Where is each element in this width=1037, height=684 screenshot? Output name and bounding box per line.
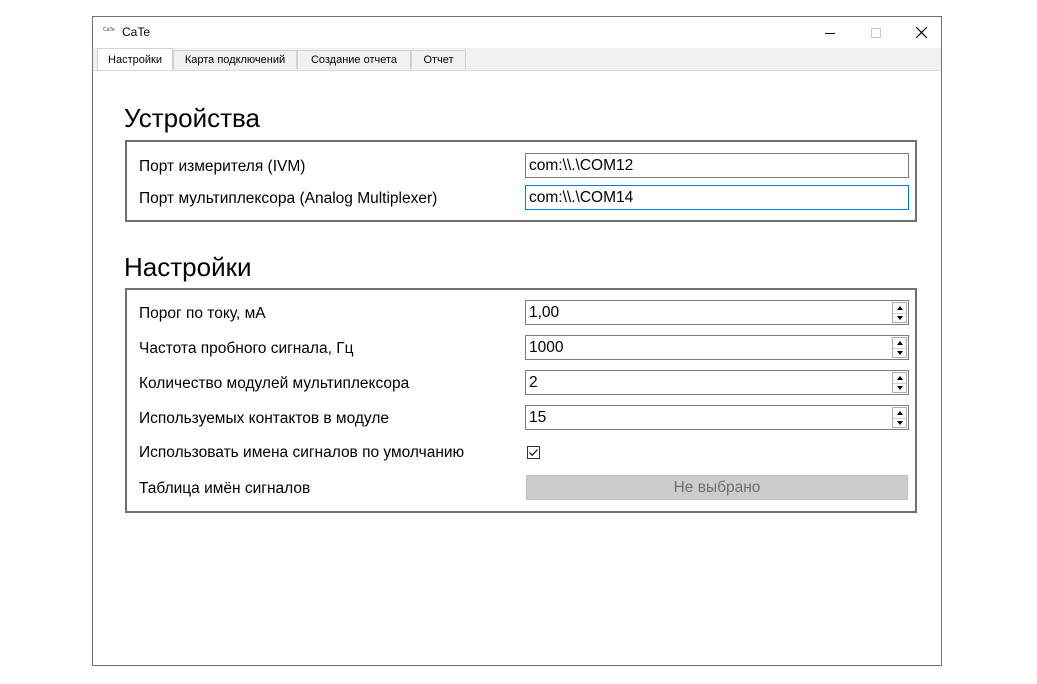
contacts-per-module-label: Используемых контактов в модуле <box>139 410 389 427</box>
probe-frequency-spinbox[interactable] <box>525 335 909 360</box>
mux-modules-label: Количество модулей мультиплексора <box>139 375 410 392</box>
arrow-down-icon <box>897 386 903 390</box>
title-bar[interactable] <box>93 17 941 48</box>
spin-down-button[interactable] <box>893 383 906 393</box>
spin-up-button[interactable] <box>893 338 906 349</box>
probe-frequency-label: Частота пробного сигнала, Гц <box>139 340 354 357</box>
close-button[interactable] <box>898 17 944 48</box>
tab-report[interactable]: Отчет <box>411 50 466 69</box>
devices-group <box>125 140 917 222</box>
contacts-per-module-value: 15 <box>529 409 547 426</box>
checkmark-icon <box>528 447 539 458</box>
spin-down-button[interactable] <box>893 418 906 428</box>
spin-buttons <box>892 302 907 323</box>
current-threshold-value: 1,00 <box>529 304 560 321</box>
mux-port-label: Порт мультиплексора (Analog Multiplexer) <box>139 190 438 207</box>
close-icon <box>916 27 927 38</box>
spin-down-button[interactable] <box>893 348 906 358</box>
arrow-down-icon <box>897 316 903 320</box>
maximize-button[interactable] <box>853 17 899 48</box>
window-title: CaTe <box>122 25 151 39</box>
mux-modules-spinbox[interactable] <box>525 370 909 395</box>
arrow-up-icon <box>897 376 903 380</box>
settings-group <box>125 288 917 513</box>
spin-down-button[interactable] <box>893 313 906 323</box>
spin-buttons <box>892 407 907 428</box>
current-threshold-label: Порог по току, мА <box>139 305 266 322</box>
spin-buttons <box>892 337 907 358</box>
default-signal-names-label: Использовать имена сигналов по умолчанию <box>139 444 465 461</box>
contacts-per-module-spinbox[interactable] <box>525 405 909 430</box>
minimize-icon <box>825 28 835 38</box>
app-icon: CaTe <box>103 27 115 33</box>
arrow-down-icon <box>897 421 903 425</box>
spin-buttons <box>892 372 907 393</box>
spin-up-button[interactable] <box>893 373 906 384</box>
arrow-down-icon <box>897 351 903 355</box>
mux-port-input[interactable] <box>525 185 909 210</box>
arrow-up-icon <box>897 341 903 345</box>
arrow-up-icon <box>897 306 903 310</box>
settings-panel <box>93 70 941 665</box>
ivm-port-input[interactable] <box>525 153 909 178</box>
signal-table-select-button[interactable]: Не выбрано <box>526 475 908 500</box>
minimize-button[interactable] <box>807 17 853 48</box>
probe-frequency-value: 1000 <box>529 339 564 356</box>
maximize-icon <box>871 28 881 38</box>
tab-create-report[interactable]: Создание отчета <box>297 50 411 69</box>
tab-bar <box>93 48 941 70</box>
default-signal-names-checkbox[interactable] <box>527 446 540 459</box>
signal-table-label: Таблица имён сигналов <box>139 480 311 497</box>
tab-settings[interactable]: Настройки <box>97 48 173 70</box>
spin-up-button[interactable] <box>893 408 906 419</box>
app-window <box>92 16 942 666</box>
arrow-up-icon <box>897 411 903 415</box>
devices-heading: Устройства <box>124 103 261 133</box>
current-threshold-spinbox[interactable] <box>525 300 909 325</box>
tab-connection-map[interactable]: Карта подключений <box>173 50 297 69</box>
ivm-port-label: Порт измерителя (IVM) <box>139 158 306 175</box>
spin-up-button[interactable] <box>893 303 906 314</box>
settings-heading: Настройки <box>124 252 252 282</box>
mux-modules-value: 2 <box>529 374 538 391</box>
